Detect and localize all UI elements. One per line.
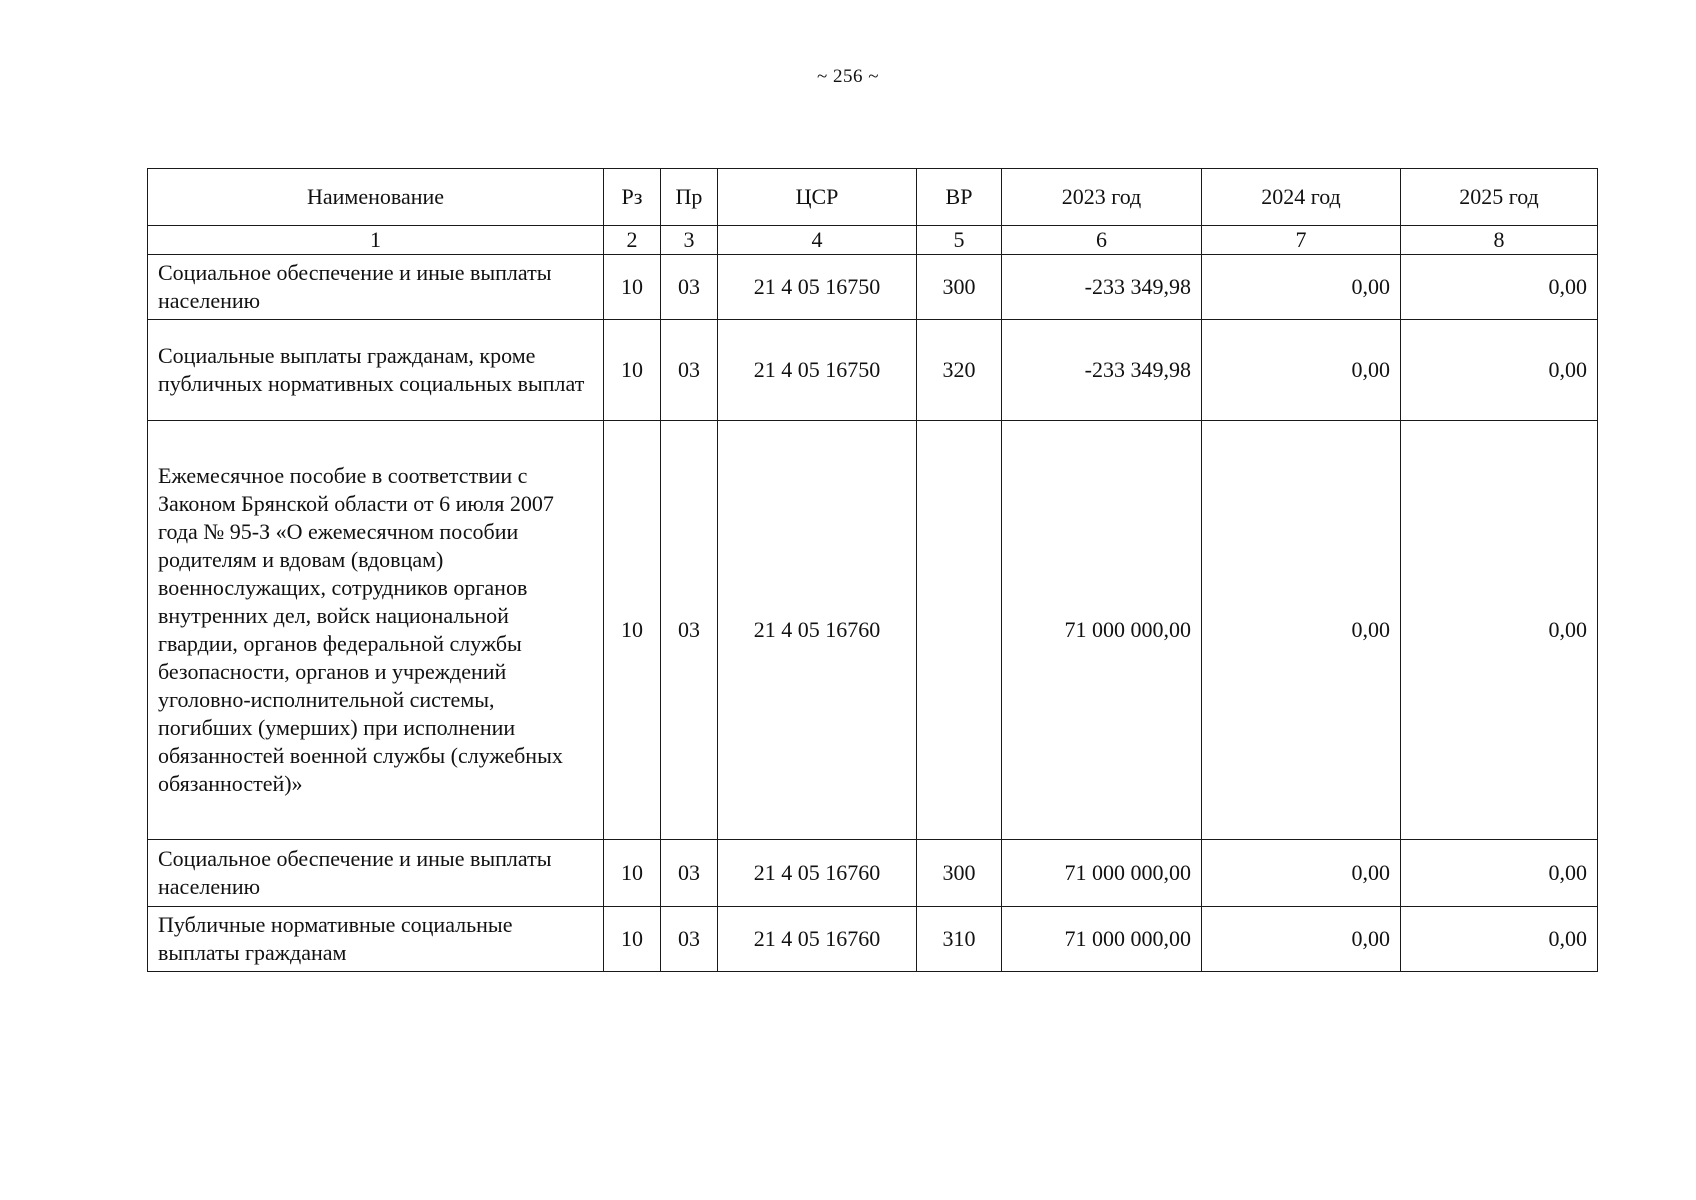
- cell-pr: 03: [661, 255, 718, 320]
- cell-2023: 71 000 000,00: [1002, 840, 1202, 907]
- cell-pr: 03: [661, 421, 718, 840]
- table-row: [148, 320, 1598, 421]
- column-number-row: [148, 226, 1598, 255]
- cell-csr: 21 4 05 16750: [718, 255, 917, 320]
- header-vr: ВР: [917, 169, 1002, 226]
- cell-rz: 10: [604, 907, 661, 972]
- column-number: 3: [661, 226, 718, 255]
- cell-2024: 0,00: [1202, 421, 1401, 840]
- table-row: [148, 421, 1598, 840]
- cell-2023: 71 000 000,00: [1002, 421, 1202, 840]
- cell-2025: 0,00: [1401, 255, 1598, 320]
- cell-2025: 0,00: [1401, 907, 1598, 972]
- cell-pr: 03: [661, 840, 718, 907]
- cell-rz: 10: [604, 255, 661, 320]
- header-rz: Рз: [604, 169, 661, 226]
- cell-2025: 0,00: [1401, 320, 1598, 421]
- cell-name: Социальное обеспечение и иные выплаты населению: [148, 840, 604, 907]
- column-number: 4: [718, 226, 917, 255]
- page-number: ~ 256 ~: [816, 66, 880, 87]
- header-row: [148, 169, 1598, 226]
- cell-2024: 0,00: [1202, 320, 1401, 421]
- table-row: [148, 907, 1598, 972]
- cell-name: Социальные выплаты гражданам, кроме публичных нормативных социальных выплат: [148, 320, 604, 421]
- header-csr: ЦСР: [718, 169, 917, 226]
- cell-csr: 21 4 05 16760: [718, 907, 917, 972]
- header-pr: Пр: [661, 169, 718, 226]
- cell-csr: 21 4 05 16760: [718, 421, 917, 840]
- column-number: 5: [917, 226, 1002, 255]
- column-number: 7: [1202, 226, 1401, 255]
- cell-vr: 320: [917, 320, 1002, 421]
- cell-name: Публичные нормативные социальные выплаты гражданам: [148, 907, 604, 972]
- column-number: 6: [1002, 226, 1202, 255]
- cell-csr: 21 4 05 16760: [718, 840, 917, 907]
- cell-rz: 10: [604, 840, 661, 907]
- table-row: [148, 255, 1598, 320]
- cell-2025: 0,00: [1401, 840, 1598, 907]
- cell-vr: [917, 421, 1002, 840]
- cell-rz: 10: [604, 421, 661, 840]
- column-number: 8: [1401, 226, 1598, 255]
- cell-vr: 300: [917, 255, 1002, 320]
- cell-pr: 03: [661, 907, 718, 972]
- cell-name: Ежемесячное пособие в соответствии с Законом Брянской области от 6 июля 2007 года № 95-З «О ежемесячном пособии родителям и вдовам (вдовцам) военнослужащих, сотрудников органов внутренних дел, войск национальной гвардии, органов федеральной службы безопасности, органов и учреждений уголовно-исполнительной системы, погибших (умерших) при исполнении обязанностей военной службы (служебных обязанностей)»: [148, 421, 604, 840]
- cell-2023: -233 349,98: [1002, 320, 1202, 421]
- cell-2024: 0,00: [1202, 907, 1401, 972]
- cell-2023: 71 000 000,00: [1002, 907, 1202, 972]
- header-2024: 2024 год: [1202, 169, 1401, 226]
- cell-2023: -233 349,98: [1002, 255, 1202, 320]
- cell-vr: 300: [917, 840, 1002, 907]
- cell-pr: 03: [661, 320, 718, 421]
- cell-2024: 0,00: [1202, 255, 1401, 320]
- header-2023: 2023 год: [1002, 169, 1202, 226]
- cell-2025: 0,00: [1401, 421, 1598, 840]
- header-name: Наименование: [148, 169, 604, 226]
- cell-vr: 310: [917, 907, 1002, 972]
- cell-csr: 21 4 05 16750: [718, 320, 917, 421]
- table-row: [148, 840, 1598, 907]
- column-number: 1: [148, 226, 604, 255]
- cell-rz: 10: [604, 320, 661, 421]
- budget-table: [147, 168, 1598, 972]
- cell-name: Социальное обеспечение и иные выплаты населению: [148, 255, 604, 320]
- column-number: 2: [604, 226, 661, 255]
- header-2025: 2025 год: [1401, 169, 1598, 226]
- cell-2024: 0,00: [1202, 840, 1401, 907]
